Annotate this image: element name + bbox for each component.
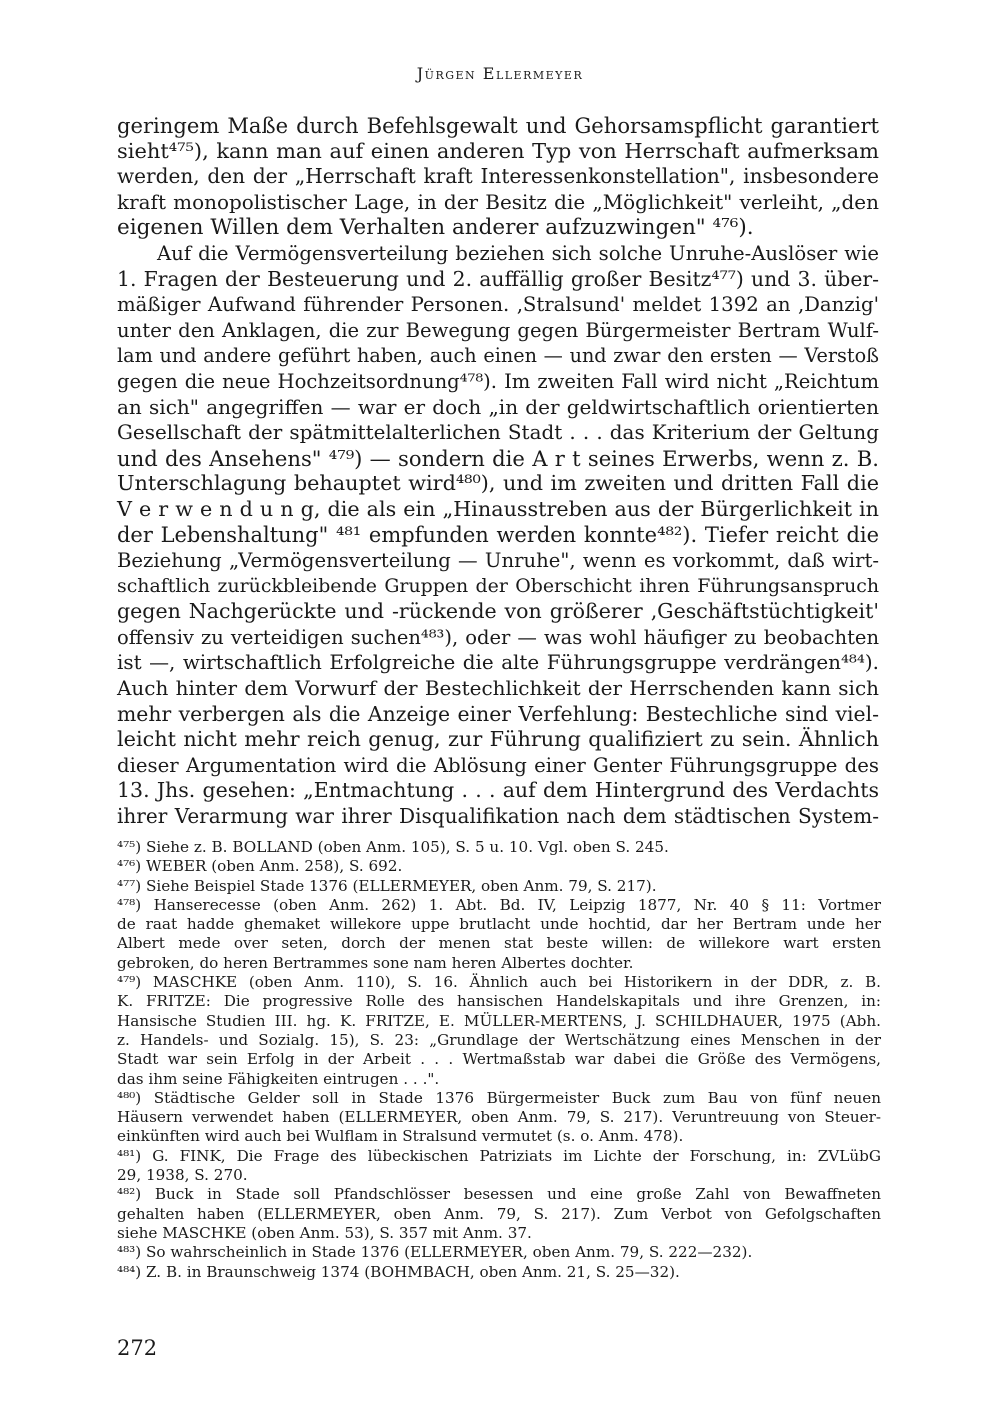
text-line: sieht⁴⁷⁵), kann man auf einen anderen Typ von Herrschaft aufmerksam bbox=[117, 138, 879, 163]
text-line: offensiv zu verteidigen suchen⁴⁸³), oder — was wohl häufiger zu beobachten bbox=[117, 625, 879, 649]
footnote-line: gebroken, do heren Bertrammes sone nam heren Albertes dochter. bbox=[117, 953, 634, 972]
text-line: leicht nicht mehr reich genug, zur Führung qualifiziert zu sein. Ähnlich bbox=[117, 727, 879, 752]
text-line: gegen die neue Hochzeitsordnung⁴⁷⁸). Im zweiten Fall wird nicht „Reichtum bbox=[117, 369, 879, 393]
text-line: werden, den der „Herrschaft kraft Interessenkonstellation", insbesondere bbox=[117, 164, 879, 189]
text-line: Unterschlagung behauptet wird⁴⁸⁰), und im zweiten und dritten Fall die bbox=[117, 471, 879, 496]
page-number: 272 bbox=[117, 1336, 158, 1360]
footnote-line: Hansische Studien III. hg. K. FRITZE, E. MÜLLER-MERTENS, J. SCHILDHAUER, 1975 (Abh. bbox=[117, 1011, 881, 1030]
text-line: geringem Maße durch Befehlsgewalt und Gehorsamspflicht garantiert bbox=[117, 113, 879, 138]
footnote-line: z. Handels- und Sozialg. 15), S. 23: „Grundlage der Wertschätzung eines Menschen in der bbox=[117, 1030, 881, 1049]
text-line: Auf die Vermögensverteilung beziehen sich solche Unruhe-Auslöser wie bbox=[157, 241, 879, 265]
text-line: lam und andere geführt haben, auch einen — und zwar den ersten — Verstoß bbox=[117, 344, 879, 368]
text-line: mehr verbergen als die Anzeige einer Verfehlung: Bestechliche sind viel- bbox=[117, 701, 879, 726]
text-line: mäßiger Aufwand führender Personen. ‚Stralsund' meldet 1392 an ‚Danzig' bbox=[117, 293, 879, 317]
text-line: der Lebenshaltung" ⁴⁸¹ empfunden werden konnte⁴⁸²). Tiefer reicht die bbox=[117, 522, 879, 547]
footnote-line: ⁴⁸¹) G. FINK, Die Frage des lübeckischen Patriziats im Lichte der Forschung, in: ZVLübG bbox=[117, 1146, 881, 1165]
footnote-line: ⁴⁷⁹) MASCHKE (oben Anm. 110), S. 16. Ähnlich auch bei Historikern in der DDR, z. B. bbox=[117, 973, 881, 992]
footnote-line: siehe MASCHKE (oben Anm. 53), S. 357 mit Anm. 37. bbox=[117, 1223, 532, 1242]
main-text bbox=[117, 113, 879, 830]
text-line: Gesellschaft der spätmittelalterlichen Stadt . . . das Kriterium der Geltung bbox=[117, 420, 879, 445]
text-line: gegen Nachgerückte und -rückende von größerer ‚Geschäftstüchtigkeit' bbox=[117, 599, 879, 624]
text-line: Auch hinter dem Vorwurf der Bestechlichkeit der Herrschenden kann sich bbox=[117, 676, 879, 701]
footnote-line: ⁴⁷⁸) Hanserecesse (oben Anm. 262) 1. Abt. Bd. IV, Leipzig 1877, Nr. 40 § 11: Vortmer bbox=[117, 895, 881, 914]
text-line: ihrer Verarmung war ihrer Disqualifikation nach dem städtischen System- bbox=[117, 804, 879, 829]
text-line: kraft monopolistischer Lage, in der Besitz die „Möglichkeit" verleiht, „den bbox=[117, 189, 879, 214]
footnote-line: ⁴⁷⁵) Siehe z. B. BOLLAND (oben Anm. 105), S. 5 u. 10. Vgl. oben S. 245. bbox=[117, 838, 669, 856]
text-line: 13. Jhs. gesehen: „Entmachtung . . . auf dem Hintergrund des Verdachts bbox=[117, 778, 879, 803]
text-line: dieser Argumentation wird die Ablösung einer Genter Führungsgruppe des bbox=[117, 753, 879, 777]
text-line: 1. Fragen der Besteuerung und 2. auffällig großer Besitz⁴⁷⁷) und 3. über- bbox=[117, 266, 879, 291]
footnote-line: 29, 1938, S. 270. bbox=[117, 1166, 248, 1185]
footnote-line: ⁴⁷⁷) Siehe Beispiel Stade 1376 (ELLERMEYER, oben Anm. 79, S. 217). bbox=[117, 876, 657, 895]
footnote-line: Häusern verwendet haben (ELLERMEYER, oben Anm. 79, S. 217). Veruntreuung von Steuer- bbox=[117, 1108, 881, 1127]
footnote-line: ⁴⁸²) Buck in Stade soll Pfandschlösser besessen und eine große Zahl von Bewaffneten bbox=[117, 1185, 881, 1204]
footnote-line: ⁴⁸⁴) Z. B. in Braunschweig 1374 (BOHMBACH, oben Anm. 21, S. 25—32). bbox=[117, 1262, 680, 1281]
footnotes bbox=[117, 838, 881, 1282]
footnote-line: einkünften wird auch bei Wulflam in Stralsund vermutet (s. o. Anm. 478). bbox=[117, 1127, 684, 1146]
footnote-line: ⁴⁸³) So wahrscheinlich in Stade 1376 (ELLERMEYER, oben Anm. 79, S. 222—232). bbox=[117, 1243, 753, 1262]
text-line: und des Ansehens" ⁴⁷⁹) — sondern die A r t seines Erwerbs, wenn z. B. bbox=[117, 445, 879, 471]
text-line: Beziehung „Vermögensverteilung — Unruhe", wenn es vorkommt, daß wirt- bbox=[117, 549, 879, 573]
footnote-line: ⁴⁷⁶) WEBER (oben Anm. 258), S. 692. bbox=[117, 857, 403, 876]
text-line: V e r w e n d u n g, die als ein „Hinausstreben aus der Bürgerlichkeit in bbox=[117, 496, 879, 521]
footnote-line: gehalten haben (ELLERMEYER, oben Anm. 79, S. 217). Zum Verbot von Gefolgschaften bbox=[117, 1204, 881, 1223]
footnote-line: ⁴⁸⁰) Städtische Gelder soll in Stade 1376 Bürgermeister Buck zum Bau von fünf neuen bbox=[117, 1088, 881, 1107]
footnote-line: K. FRITZE: Die progressive Rolle des hansischen Handelskapitals und ihre Grenzen, in: bbox=[117, 992, 881, 1011]
text-line: eigenen Willen dem Verhalten anderer aufzuzwingen" ⁴⁷⁶). bbox=[117, 215, 754, 241]
footnote-line: das ihm seine Fähigkeiten eintrugen . . .". bbox=[117, 1069, 440, 1088]
footnote-line: de raat hadde ghemaket willekore uppe brutlacht unde hochtid, dar her Bertram unde her bbox=[117, 915, 881, 934]
text-line: schaftlich zurückbleibende Gruppen der Oberschicht ihren Führungsanspruch bbox=[117, 574, 879, 597]
text-line: unter den Anklagen, die zur Bewegung gegen Bürgermeister Bertram Wulf- bbox=[117, 318, 879, 342]
running-header: Jürgen Ellermeyer bbox=[416, 64, 584, 83]
text-line: ist —, wirtschaftlich Erfolgreiche die alte Führungsgruppe verdrängen⁴⁸⁴). bbox=[117, 651, 879, 675]
footnote-line: Stadt war sein Erfolg in der Arbeit . . . Wertmaßstab war dabei die Größe des Vermögens, bbox=[117, 1050, 881, 1069]
text-line: an sich" angegriffen — war er doch „in der geldwirtschaftlich orientierten bbox=[117, 394, 879, 419]
footnote-line: Albert mede over seten, dorch der menen stat beste willen: de willekore wart ersten bbox=[117, 934, 881, 953]
